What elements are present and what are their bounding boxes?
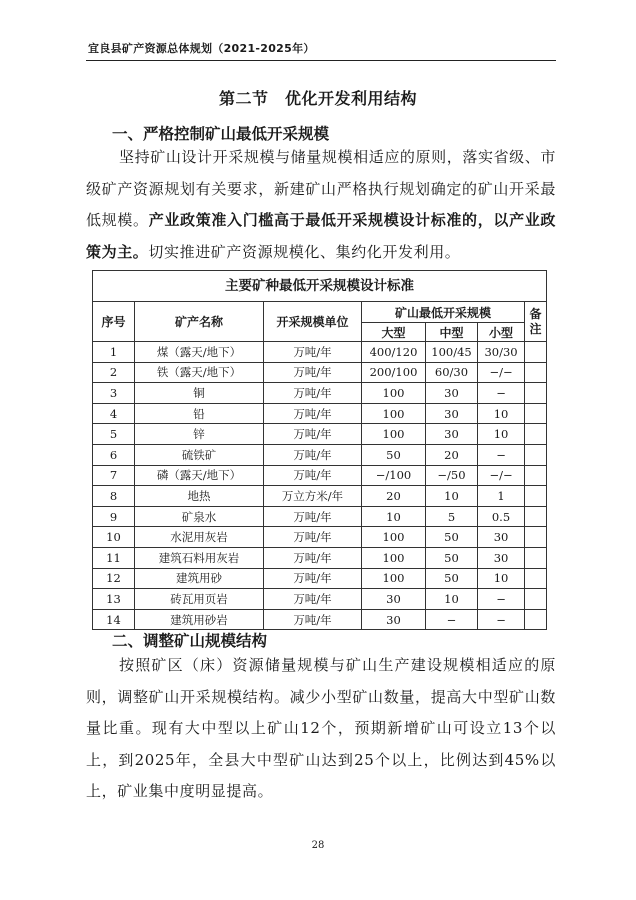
cell-small: 10 [478, 568, 525, 589]
table-row [93, 383, 547, 404]
header-name: 矿产名称 [135, 302, 264, 342]
cell-small: − [478, 444, 525, 465]
cell-unit: 万立方米/年 [264, 486, 362, 507]
cell-medium: 50 [426, 547, 478, 568]
cell-large: 100 [362, 568, 426, 589]
cell-name: 矿泉水 [135, 506, 264, 527]
cell-remark [525, 424, 547, 445]
subsection-heading-2: 二、调整矿山规模结构 [112, 632, 268, 650]
cell-remark [525, 465, 547, 486]
table-row [93, 527, 547, 548]
cell-unit: 万吨/年 [264, 589, 362, 610]
cell-remark [525, 403, 547, 424]
table-row [93, 362, 547, 383]
cell-large: 100 [362, 383, 426, 404]
table-row [93, 403, 547, 424]
cell-unit: 万吨/年 [264, 547, 362, 568]
table-row [93, 444, 547, 465]
cell-medium: −/50 [426, 465, 478, 486]
table-row [93, 342, 547, 363]
cell-large: 100 [362, 424, 426, 445]
cell-large: 100 [362, 403, 426, 424]
cell-small: − [478, 609, 525, 630]
cell-small: 10 [478, 403, 525, 424]
cell-remark [525, 609, 547, 630]
cell-name: 煤（露天/地下） [135, 342, 264, 363]
cell-name: 铅 [135, 403, 264, 424]
cell-remark [525, 506, 547, 527]
cell-large: 400/120 [362, 342, 426, 363]
cell-medium: 10 [426, 486, 478, 507]
header-unit: 开采规模单位 [264, 302, 362, 342]
section-title: 第二节 优化开发利用结构 [218, 89, 417, 108]
cell-small: 1 [478, 486, 525, 507]
cell-medium: 30 [426, 383, 478, 404]
cell-no: 5 [93, 424, 135, 445]
cell-large: 10 [362, 506, 426, 527]
cell-small: 30 [478, 547, 525, 568]
cell-unit: 万吨/年 [264, 609, 362, 630]
cell-medium: 100/45 [426, 342, 478, 363]
cell-unit: 万吨/年 [264, 342, 362, 363]
cell-remark [525, 383, 547, 404]
cell-no: 12 [93, 568, 135, 589]
cell-name: 锌 [135, 424, 264, 445]
cell-unit: 万吨/年 [264, 527, 362, 548]
table-row [93, 465, 547, 486]
table-row [93, 424, 547, 445]
header-small: 小型 [478, 323, 525, 342]
paragraph-1-bold: 产业政策准入门槛高于最低开采规模设计标准的，以产业政策为主。 [86, 211, 557, 261]
cell-no: 8 [93, 486, 135, 507]
cell-name: 建筑用砂岩 [135, 609, 264, 630]
subsection-heading-1: 一、严格控制矿山最低开采规模 [112, 125, 330, 143]
cell-medium: 30 [426, 403, 478, 424]
table-row [93, 568, 547, 589]
cell-large: 30 [362, 609, 426, 630]
cell-no: 13 [93, 589, 135, 610]
cell-medium: 10 [426, 589, 478, 610]
cell-small: − [478, 589, 525, 610]
table-row [93, 547, 547, 568]
header-scale: 矿山最低开采规模 [362, 302, 525, 323]
cell-large: 100 [362, 547, 426, 568]
paragraph-1-tail: 切实推进矿产资源规模化、集约化开发利用。 [148, 242, 461, 261]
standards-table [92, 270, 547, 630]
cell-remark [525, 589, 547, 610]
cell-no: 4 [93, 403, 135, 424]
cell-name: 建筑石料用灰岩 [135, 547, 264, 568]
cell-small: 0.5 [478, 506, 525, 527]
cell-medium: 5 [426, 506, 478, 527]
cell-large: 200/100 [362, 362, 426, 383]
cell-name: 砖瓦用页岩 [135, 589, 264, 610]
cell-medium: 30 [426, 424, 478, 445]
cell-large: 30 [362, 589, 426, 610]
cell-remark [525, 547, 547, 568]
cell-no: 10 [93, 527, 135, 548]
cell-unit: 万吨/年 [264, 424, 362, 445]
table-body [93, 342, 547, 630]
cell-medium: 20 [426, 444, 478, 465]
page-number: 28 [311, 840, 325, 851]
cell-unit: 万吨/年 [264, 383, 362, 404]
table-row [93, 506, 547, 527]
cell-remark [525, 362, 547, 383]
cell-large: 50 [362, 444, 426, 465]
cell-large: 20 [362, 486, 426, 507]
cell-medium: − [426, 609, 478, 630]
cell-large: 100 [362, 527, 426, 548]
cell-name: 铁（露天/地下） [135, 362, 264, 383]
cell-no: 3 [93, 383, 135, 404]
cell-medium: 60/30 [426, 362, 478, 383]
cell-name: 建筑用砂 [135, 568, 264, 589]
cell-name: 铜 [135, 383, 264, 404]
cell-remark [525, 444, 547, 465]
header-divider [86, 60, 556, 61]
table-row [93, 589, 547, 610]
cell-no: 9 [93, 506, 135, 527]
header-remark: 备注 [525, 302, 547, 342]
cell-unit: 万吨/年 [264, 444, 362, 465]
cell-small: −/− [478, 362, 525, 383]
cell-no: 1 [93, 342, 135, 363]
cell-small: −/− [478, 465, 525, 486]
cell-large: −/100 [362, 465, 426, 486]
cell-no: 7 [93, 465, 135, 486]
cell-no: 14 [93, 609, 135, 630]
cell-unit: 万吨/年 [264, 506, 362, 527]
paragraph-1-text: 坚持矿山设计开采规模与储量规模相适应的原则，落实省级、市级矿产资源规划有关要求，新建矿山严格执行规划确定的矿山开采最低规模。 [86, 148, 556, 229]
header-large: 大型 [362, 323, 426, 342]
cell-name: 磷（露天/地下） [135, 465, 264, 486]
header-medium: 中型 [426, 323, 478, 342]
cell-name: 硫铁矿 [135, 444, 264, 465]
running-header: 宜良县矿产资源总体规划（2021-2025年） [88, 42, 315, 55]
cell-unit: 万吨/年 [264, 403, 362, 424]
cell-name: 地热 [135, 486, 264, 507]
cell-unit: 万吨/年 [264, 465, 362, 486]
cell-remark [525, 527, 547, 548]
cell-remark [525, 568, 547, 589]
cell-no: 11 [93, 547, 135, 568]
cell-small: 30 [478, 527, 525, 548]
cell-unit: 万吨/年 [264, 362, 362, 383]
cell-medium: 50 [426, 568, 478, 589]
header-no: 序号 [93, 302, 135, 342]
paragraph-1 [86, 142, 556, 268]
cell-small: 30/30 [478, 342, 525, 363]
cell-name: 水泥用灰岩 [135, 527, 264, 548]
paragraph-2: 按照矿区（床）资源储量规模与矿山生产建设规模相适应的原则，调整矿山开采规模结构。减少小型矿山数量，提高大中型矿山数量比重。现有大中型以上矿山12个，预期新增矿山可设立13个以上，到2025年，全县大中型矿山达到25个以上，比例达到45%以上，矿业集中度明显提高。 [86, 656, 556, 800]
cell-small: 10 [478, 424, 525, 445]
cell-remark [525, 486, 547, 507]
cell-medium: 50 [426, 527, 478, 548]
cell-small: − [478, 383, 525, 404]
cell-remark [525, 342, 547, 363]
table-row [93, 486, 547, 507]
cell-no: 6 [93, 444, 135, 465]
table-row [93, 609, 547, 630]
table-title: 主要矿种最低开采规模设计标准 [92, 270, 547, 301]
cell-no: 2 [93, 362, 135, 383]
cell-unit: 万吨/年 [264, 568, 362, 589]
